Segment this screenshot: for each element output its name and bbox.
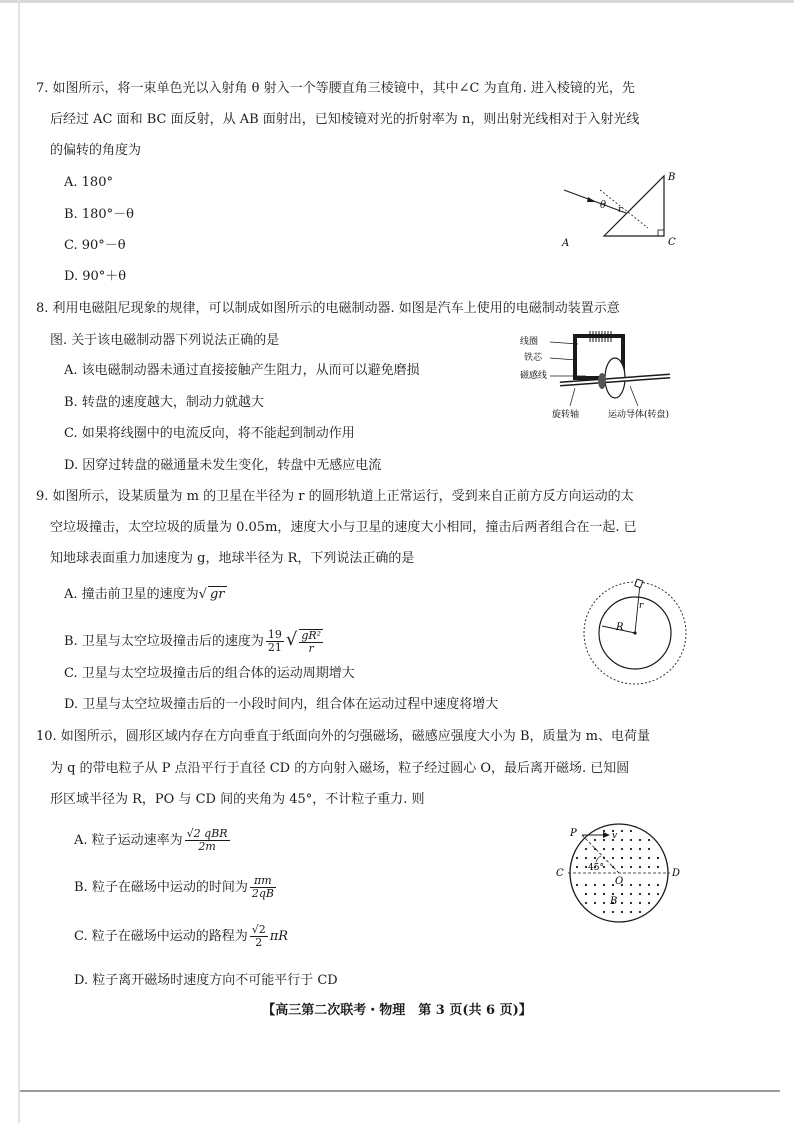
brake-label-disk: 运动导体(转盘) [608, 410, 670, 420]
q10-option-c-text: C. 粒子在磁场中运动的路程为 [74, 929, 248, 944]
field-dot [585, 902, 587, 904]
prism-label-r: r [618, 205, 623, 215]
field-label-D: D [672, 868, 681, 879]
field-dot [648, 848, 650, 850]
field-label-v: v [612, 831, 618, 841]
field-dot [630, 893, 632, 895]
q7-option-c: C. 90°－θ [64, 238, 126, 253]
q9-option-b-num: 19 [267, 628, 282, 641]
field-dot [612, 857, 614, 859]
q10-option-a-num: √2 qBR [186, 827, 228, 840]
q9-option-b-den: 21 [267, 641, 282, 654]
q7-option-d: D. 90°＋θ [64, 269, 127, 284]
field-dot [612, 848, 614, 850]
scan-edge-bottom [20, 1090, 780, 1092]
field-dot [576, 866, 578, 868]
q9-stem-line2: 空垃圾撞击，太空垃圾的质量为 0.05m，速度大小与卫星的速度大小相同，撞击后两者组合在一起. 已 [50, 520, 637, 535]
field-dot [630, 884, 632, 886]
field-dot [612, 884, 614, 886]
q10-option-a [74, 826, 232, 856]
prism-label-a: A [562, 238, 570, 248]
field-dot [603, 911, 605, 913]
q7-stem-line1: 7. 如图所示，将一束单色光以入射角 θ 射入一个等腰直角三棱镜中，其中∠C 为直角. 进入棱镜的光，先 [36, 81, 635, 96]
q10-option-c [74, 922, 288, 952]
field-dot [630, 839, 632, 841]
q10-option-c-num: √2 [251, 923, 266, 936]
scan-edge-left [18, 0, 20, 1123]
q7-stem-line3: 的偏转的角度为 [50, 143, 142, 158]
field-dot [594, 839, 596, 841]
brake-figure [520, 330, 695, 422]
field-dot [639, 857, 641, 859]
brake-label-core: 铁芯 [524, 353, 543, 363]
field-dot [657, 884, 659, 886]
field-dot [603, 839, 605, 841]
field-dot [648, 866, 650, 868]
q9-option-a: A. 撞击前卫星的速度为√ gr [64, 587, 225, 602]
field-dot [603, 902, 605, 904]
q7-option-b: B. 180°－θ [64, 207, 134, 222]
field-dot [603, 848, 605, 850]
field-dot [639, 884, 641, 886]
q7-stem-line2: 后经过 AC 面和 BC 面反射，从 AB 面射出，已知棱镜对光的折射率为 n，则出射光线相对于入射光线 [50, 112, 640, 127]
page-footer: 【高三第二次联考・物理 第 3 页(共 6 页)】 [262, 1003, 532, 1018]
q10-option-a-den: 2m [198, 840, 216, 853]
q10-option-d: D. 粒子离开磁场时速度方向不可能平行于 CD [74, 973, 338, 988]
field-dot [657, 857, 659, 859]
field-dot [630, 857, 632, 859]
field-dot [657, 893, 659, 895]
field-dot [594, 893, 596, 895]
field-dot [621, 830, 623, 832]
field-dot [639, 893, 641, 895]
prism-figure [560, 168, 690, 248]
field-dot [630, 911, 632, 913]
field-dot [648, 884, 650, 886]
field-dot [621, 848, 623, 850]
field-dot [576, 884, 578, 886]
magnetic-field-figure [552, 822, 686, 926]
field-dot [603, 893, 605, 895]
field-dot [603, 830, 605, 832]
field-dot [585, 848, 587, 850]
field-dot [639, 902, 641, 904]
q9-option-b-root-den: r [308, 641, 314, 655]
field-dot [648, 857, 650, 859]
q9-option-c: C. 卫星与太空垃圾撞击后的组合体的运动周期增大 [64, 666, 355, 681]
brake-label-shaft: 旋转轴 [552, 410, 580, 420]
q10-stem-line2: 为 q 的带电粒子从 P 点沿平行于直径 CD 的方向射入磁场，粒子经过圆心 O，最后离开磁场. 已知圆 [50, 761, 630, 776]
field-dot [648, 893, 650, 895]
field-label-C: C [556, 868, 564, 879]
prism-label-c: C [668, 237, 676, 248]
field-dot [639, 839, 641, 841]
brake-label-coil: 线圈 [520, 337, 539, 347]
field-label-B: B [610, 896, 618, 907]
q9-stem-line3: 知地球表面重力加速度为 g，地球半径为 R，下列说法正确的是 [50, 551, 415, 566]
field-dot [576, 857, 578, 859]
q9-option-a-root: gr [209, 587, 225, 602]
field-dot [621, 911, 623, 913]
field-dot [594, 884, 596, 886]
q8-option-b: B. 转盘的速度越大，制动力就越大 [64, 395, 264, 410]
field-dot [585, 884, 587, 886]
q10-option-c-den: 2 [255, 936, 263, 949]
q9-option-b: B. 卫星与太空垃圾撞击后的速度为 $\frac{19}{21}$ √ $\frac{\text{gR²}}{r}$ [64, 628, 322, 655]
q8-stem-line1: 8. 利用电磁阻尼现象的规律，可以制成如图所示的电磁制动器. 如图是汽车上使用的电磁制动装置示意 [36, 301, 620, 316]
field-dot [621, 902, 623, 904]
orbit-label-r: r [639, 601, 644, 611]
q9-option-b-text: B. 卫星与太空垃圾撞击后的速度为 [64, 634, 264, 649]
field-dot [657, 866, 659, 868]
q9-option-b-root-num: gR² [301, 628, 322, 642]
q9-option-a-text: A. 撞击前卫星的速度为 [64, 587, 199, 602]
field-label-P: P [570, 828, 577, 839]
prism-label-b: B [668, 172, 676, 183]
q8-option-a: A. 该电磁制动器未通过直接接触产生阻力，从而可以避免磨损 [64, 363, 420, 378]
field-dot [639, 911, 641, 913]
field-dot [585, 893, 587, 895]
q7-option-a: A. 180° [64, 175, 113, 190]
orbit-figure [580, 578, 690, 688]
q9-stem-line1: 9. 如图所示，设某质量为 m 的卫星在半径为 r 的圆形轨道上正常运行，受到来自正前方反方向运动的太 [36, 489, 634, 504]
scan-edge-top [0, 0, 794, 3]
field-dot [594, 857, 596, 859]
field-dot [612, 911, 614, 913]
q10-option-b-den: 2qB [251, 887, 274, 900]
field-dot [639, 848, 641, 850]
field-dot [630, 902, 632, 904]
field-dot [594, 848, 596, 850]
field-dot [630, 830, 632, 832]
q10-option-b-text: B. 粒子在磁场中运动的时间为 [74, 880, 248, 895]
field-dot [585, 857, 587, 859]
field-dot [621, 857, 623, 859]
field-dot [594, 902, 596, 904]
field-label-O: O [615, 876, 624, 887]
q10-stem-line1: 10. 如图所示，圆形区域内存在方向垂直于纸面向外的匀强磁场，磁感应强度大小为 B，质量为 m、电荷量 [36, 729, 650, 744]
field-label-angle: 45° [588, 863, 604, 873]
field-dot [648, 839, 650, 841]
prism-label-theta: θ [600, 200, 607, 211]
field-dot [621, 893, 623, 895]
q9-option-d: D. 卫星与太空垃圾撞击后的一小段时间内，组合体在运动过程中速度将增大 [64, 697, 499, 712]
q8-stem-line2: 图. 关于该电磁制动器下列说法正确的是 [50, 333, 280, 348]
field-dot [630, 848, 632, 850]
field-dot [648, 902, 650, 904]
orbit-label-R: R [616, 622, 624, 633]
field-dot [621, 866, 623, 868]
q8-option-d: D. 因穿过转盘的磁通量未发生变化，转盘中无感应电流 [64, 458, 382, 473]
q10-option-a-text: A. 粒子运动速率为 [74, 833, 183, 848]
q8-option-c: C. 如果将线圈中的电流反向，将不能起到制动作用 [64, 426, 355, 441]
q10-option-b-num: πm [250, 875, 276, 888]
q10-stem-line3: 形区域半径为 R，PO 与 CD 间的夹角为 45°，不计粒子重力. 则 [50, 792, 425, 807]
field-dot [612, 893, 614, 895]
field-dot [639, 866, 641, 868]
q10-option-c-tail: πR [269, 929, 289, 944]
field-dot [621, 839, 623, 841]
q10-option-b [74, 873, 278, 903]
field-dot [585, 866, 587, 868]
field-dot [630, 866, 632, 868]
field-dot [603, 884, 605, 886]
brake-label-field: 磁感线 [520, 371, 548, 381]
